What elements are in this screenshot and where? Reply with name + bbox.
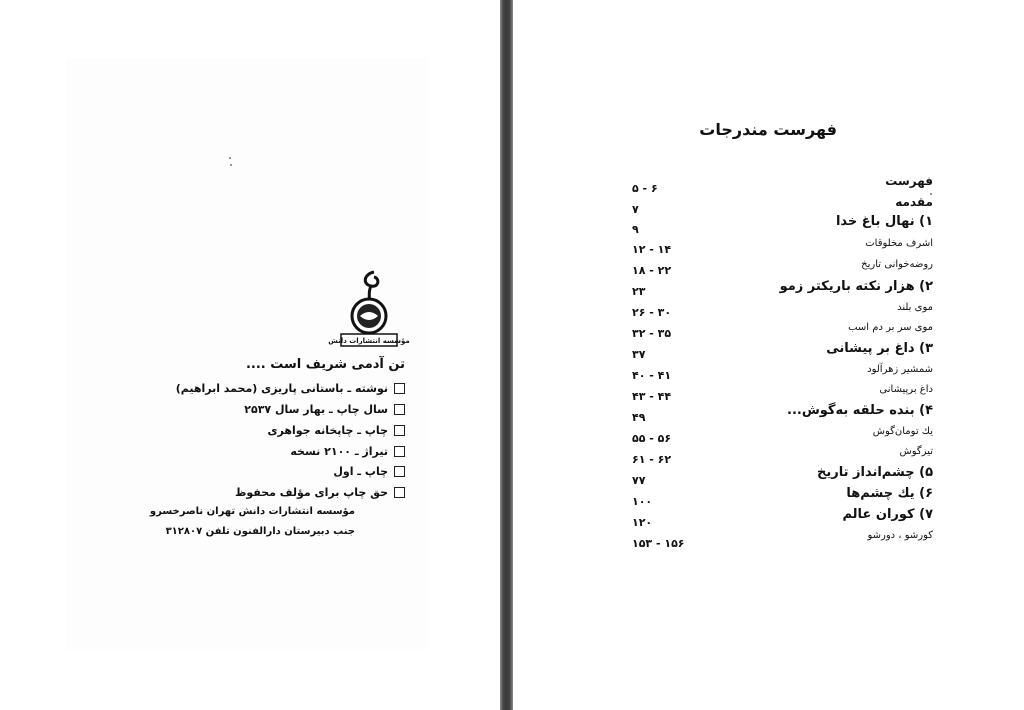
toc-entry-label: فهرست xyxy=(885,174,933,188)
toc-entry-label: موی بلند xyxy=(897,302,933,313)
toc-entry-pages: ۷ xyxy=(632,203,639,216)
toc-entry-pages: ۵ - ۶ xyxy=(632,182,658,195)
toc-entry-pages: ۱۲ - ۱۴ xyxy=(632,243,672,256)
info-item-year xyxy=(244,403,405,416)
toc-chapter-3: ۳) داغ بر پیشانی xyxy=(826,341,933,356)
checkbox-icon xyxy=(394,383,405,394)
scan-speck xyxy=(230,164,232,166)
checkbox-icon xyxy=(394,425,405,436)
checkbox-icon xyxy=(394,446,405,457)
toc-entry-pages: ۲۳ xyxy=(632,285,646,298)
toc-chapter-1: ۱) نهال باغ خدا xyxy=(835,214,933,229)
info-text: تیراژ ـ ۲۱۰۰ نسخه xyxy=(290,445,388,458)
scan-area xyxy=(66,58,428,650)
toc-entry-pages: ۲۶ - ۳۰ xyxy=(632,306,672,319)
info-text: سال چاپ ـ بهار سال ۲۵۳۷ xyxy=(244,403,388,416)
info-item-printer xyxy=(267,424,405,437)
toc-entry-label: روضه‌خوانی تاریخ xyxy=(861,259,933,270)
toc-chapter-5: ۵) چشم‌انداز تاریخ xyxy=(816,465,933,480)
info-text: حق چاپ برای مؤلف محفوظ xyxy=(234,486,388,499)
toc-entry-pages: ۱۵۳ - ۱۵۶ xyxy=(632,537,685,550)
info-text: نوشته ـ باستانی پاریزی (محمد ابراهیم) xyxy=(175,382,388,395)
toc-chapter-2: ۲) هزار نکته باریکتر زمو xyxy=(779,279,933,294)
toc-entry-pages: ۱۸ - ۲۲ xyxy=(632,264,672,277)
checkbox-icon xyxy=(394,487,405,498)
toc-entry-pages: ۱۲۰ xyxy=(632,516,653,529)
checkbox-icon xyxy=(394,404,405,415)
logo-caption: مؤسسه انتشارات دانش xyxy=(328,337,410,345)
publisher-address: مؤسسه انتشارات دانش تهران ناصرخسرو xyxy=(149,506,355,517)
toc-entry-pages: ۷۷ xyxy=(632,474,646,487)
info-item-edition xyxy=(333,465,405,478)
left-page xyxy=(0,0,500,710)
toc-chapter-7: ۷) کوران عالم xyxy=(842,507,933,522)
toc-entry-pages: ۹ xyxy=(632,223,639,236)
publisher-logo xyxy=(328,268,410,348)
toc-title: فهرست مندرجات xyxy=(699,120,837,139)
toc-entry-pages: ۳۲ - ۳۵ xyxy=(632,327,672,340)
toc-entry-pages: ۴۳ - ۴۴ xyxy=(632,390,672,403)
publisher-phone: جنب دبیرستان دارالفنون تلفن ۳۱۲۸۰۷ xyxy=(165,526,355,537)
toc-entry-label: موی سر بر دم اسب xyxy=(848,322,933,333)
toc-entry-pages: ۶۱ - ۶۲ xyxy=(632,453,672,466)
checkbox-icon xyxy=(394,466,405,477)
toc-chapter-6: ۶) یك چشم‌ها xyxy=(846,486,933,501)
toc-chapter-4: ۴) بنده حلقه به‌گوش... xyxy=(787,403,933,418)
toc-entry-pages: ۳۷ xyxy=(632,348,646,361)
info-text: چاپ ـ اول xyxy=(333,465,388,478)
info-item-author xyxy=(176,382,405,395)
toc-entry-label: شمشیر زهرآلود xyxy=(867,364,933,375)
colophon-title: تن آدمی شریف است .... xyxy=(245,357,405,372)
toc-entry-pages: ۴۹ xyxy=(632,411,646,424)
toc-entry-label: تیزگوش xyxy=(899,446,933,457)
info-item-circulation xyxy=(290,445,405,458)
toc-entry-label: یك تومان‌گوش xyxy=(872,426,933,437)
toc-entry-label: کورشو ، دورشو xyxy=(867,530,933,541)
toc-entry-pages: ۵۵ - ۵۶ xyxy=(632,432,672,445)
info-item-copyright xyxy=(235,486,405,499)
scan-speck xyxy=(930,193,932,195)
scan-speck xyxy=(229,157,231,159)
book-gutter xyxy=(500,0,513,710)
toc-entry-label: مقدمه xyxy=(895,195,933,209)
info-text: چاپ ـ چاپخانه جواهری xyxy=(267,424,388,437)
toc-entry-label: داغ برپیشانی xyxy=(879,384,933,395)
toc-entry-label: اشرف مخلوقات xyxy=(865,238,933,249)
toc-entry-pages: ۱۰۰ xyxy=(632,495,653,508)
toc-entry-pages: ۴۰ - ۴۱ xyxy=(632,369,672,382)
